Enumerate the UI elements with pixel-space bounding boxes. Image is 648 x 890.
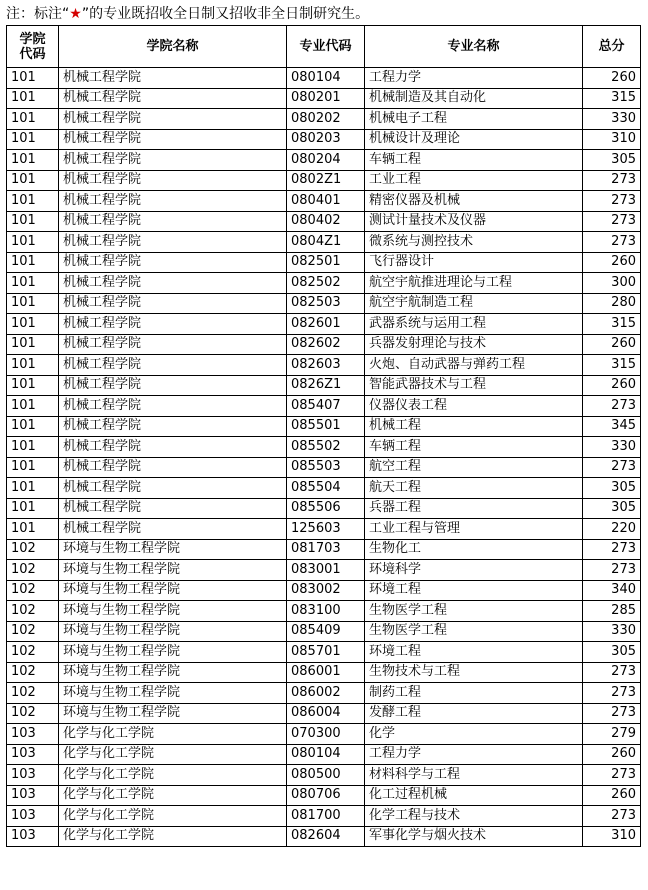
- cell-total-score: 273: [583, 191, 641, 212]
- table-row: [7, 724, 641, 745]
- cell-major-name: 兵器工程: [365, 498, 583, 519]
- cell-college-code: 103: [7, 826, 59, 847]
- cell-college-code: 102: [7, 642, 59, 663]
- cell-major-code: 080401: [287, 191, 365, 212]
- note-suffix: ”的专业既招收全日制又招收非全日制研究生。: [81, 6, 370, 22]
- cell-college-name: 环境与生物工程学院: [59, 703, 287, 724]
- cell-college-code: 101: [7, 109, 59, 130]
- cell-major-name: 精密仪器及机械: [365, 191, 583, 212]
- cell-major-code: 085506: [287, 498, 365, 519]
- cell-major-code: 080500: [287, 765, 365, 786]
- cell-college-code: 102: [7, 580, 59, 601]
- cell-major-code: 085409: [287, 621, 365, 642]
- cell-total-score: 260: [583, 744, 641, 765]
- cell-college-name: 机械工程学院: [59, 293, 287, 314]
- cell-college-name: 机械工程学院: [59, 314, 287, 335]
- cell-major-code: 082601: [287, 314, 365, 335]
- cell-college-code: 102: [7, 539, 59, 560]
- table-row: [7, 519, 641, 540]
- cell-major-name: 机械设计及理论: [365, 129, 583, 150]
- cell-major-name: 机械电子工程: [365, 109, 583, 130]
- cell-major-code: 080402: [287, 211, 365, 232]
- cell-total-score: 280: [583, 293, 641, 314]
- cell-college-code: 103: [7, 806, 59, 827]
- table-row: [7, 68, 641, 89]
- cell-college-name: 环境与生物工程学院: [59, 580, 287, 601]
- cell-college-code: 101: [7, 170, 59, 191]
- cell-college-name: 机械工程学院: [59, 129, 287, 150]
- table-row: [7, 744, 641, 765]
- cell-total-score: 305: [583, 478, 641, 499]
- cell-college-code: 101: [7, 457, 59, 478]
- cell-total-score: 305: [583, 642, 641, 663]
- table-row: [7, 806, 641, 827]
- cell-college-code: 101: [7, 519, 59, 540]
- table-row: [7, 703, 641, 724]
- cell-major-code: 0826Z1: [287, 375, 365, 396]
- cell-major-name: 制药工程: [365, 683, 583, 704]
- cell-college-code: 101: [7, 396, 59, 417]
- table-row: [7, 785, 641, 806]
- cell-college-name: 化学与化工学院: [59, 806, 287, 827]
- table-row: [7, 683, 641, 704]
- table-row: [7, 539, 641, 560]
- table-row: [7, 211, 641, 232]
- table-row: [7, 170, 641, 191]
- cell-college-code: 103: [7, 744, 59, 765]
- cell-major-code: 085501: [287, 416, 365, 437]
- table-row: [7, 88, 641, 109]
- cell-major-code: 085503: [287, 457, 365, 478]
- table-row: [7, 109, 641, 130]
- cell-major-name: 车辆工程: [365, 437, 583, 458]
- cell-major-name: 兵器发射理论与技术: [365, 334, 583, 355]
- cell-total-score: 340: [583, 580, 641, 601]
- cell-college-name: 机械工程学院: [59, 396, 287, 417]
- table-row: [7, 580, 641, 601]
- cell-total-score: 260: [583, 375, 641, 396]
- table-note: [6, 4, 369, 24]
- cell-college-name: 机械工程学院: [59, 457, 287, 478]
- cell-college-name: 机械工程学院: [59, 191, 287, 212]
- table-row: [7, 826, 641, 847]
- cell-college-name: 化学与化工学院: [59, 724, 287, 745]
- cell-college-name: 机械工程学院: [59, 355, 287, 376]
- cell-major-code: 082602: [287, 334, 365, 355]
- cell-total-score: 260: [583, 785, 641, 806]
- cell-college-name: 机械工程学院: [59, 334, 287, 355]
- cell-major-name: 飞行器设计: [365, 252, 583, 273]
- cell-college-code: 101: [7, 232, 59, 253]
- cell-college-name: 化学与化工学院: [59, 785, 287, 806]
- cell-total-score: 315: [583, 314, 641, 335]
- cell-college-code: 101: [7, 129, 59, 150]
- cell-college-code: 101: [7, 437, 59, 458]
- cell-college-name: 机械工程学院: [59, 437, 287, 458]
- cell-college-code: 101: [7, 355, 59, 376]
- header-college-name: 学院名称: [59, 26, 287, 68]
- cell-college-name: 化学与化工学院: [59, 744, 287, 765]
- cell-major-name: 航天工程: [365, 478, 583, 499]
- cell-major-name: 工程力学: [365, 744, 583, 765]
- cell-total-score: 273: [583, 560, 641, 581]
- cell-major-code: 083002: [287, 580, 365, 601]
- star-icon: ★: [69, 6, 82, 22]
- cell-total-score: 315: [583, 88, 641, 109]
- cell-total-score: 260: [583, 334, 641, 355]
- cell-total-score: 345: [583, 416, 641, 437]
- cell-college-name: 环境与生物工程学院: [59, 662, 287, 683]
- cell-college-name: 机械工程学院: [59, 150, 287, 171]
- cell-total-score: 330: [583, 109, 641, 130]
- cell-college-code: 101: [7, 478, 59, 499]
- cell-major-code: 080204: [287, 150, 365, 171]
- note-prefix: 注：标注“: [6, 6, 70, 22]
- cell-major-code: 083100: [287, 601, 365, 622]
- cell-major-name: 生物医学工程: [365, 601, 583, 622]
- table-row: [7, 252, 641, 273]
- cell-college-name: 机械工程学院: [59, 68, 287, 89]
- table-row: [7, 601, 641, 622]
- cell-college-name: 机械工程学院: [59, 109, 287, 130]
- cell-total-score: 330: [583, 437, 641, 458]
- cell-total-score: 330: [583, 621, 641, 642]
- table-row: [7, 232, 641, 253]
- cell-total-score: 300: [583, 273, 641, 294]
- table-row: [7, 129, 641, 150]
- table-row: [7, 293, 641, 314]
- cell-major-code: 081700: [287, 806, 365, 827]
- cell-major-name: 化学: [365, 724, 583, 745]
- header-major-name: 专业名称: [365, 26, 583, 68]
- cell-major-name: 生物技术与工程: [365, 662, 583, 683]
- cell-major-name: 环境工程: [365, 580, 583, 601]
- cell-major-code: 080104: [287, 68, 365, 89]
- cell-major-name: 航空宇航推进理论与工程: [365, 273, 583, 294]
- cell-major-code: 085502: [287, 437, 365, 458]
- cell-major-code: 082501: [287, 252, 365, 273]
- table-body: [7, 68, 641, 847]
- cell-major-code: 0802Z1: [287, 170, 365, 191]
- cell-college-name: 机械工程学院: [59, 232, 287, 253]
- cell-major-code: 080202: [287, 109, 365, 130]
- cell-college-name: 环境与生物工程学院: [59, 601, 287, 622]
- table-row: [7, 375, 641, 396]
- header-row: [7, 26, 641, 68]
- cell-college-name: 环境与生物工程学院: [59, 539, 287, 560]
- cell-college-name: 机械工程学院: [59, 519, 287, 540]
- cell-major-code: 082604: [287, 826, 365, 847]
- cell-total-score: 273: [583, 211, 641, 232]
- cell-major-name: 航空工程: [365, 457, 583, 478]
- cell-major-name: 武器系统与运用工程: [365, 314, 583, 335]
- cell-major-name: 仪器仪表工程: [365, 396, 583, 417]
- cell-major-code: 085701: [287, 642, 365, 663]
- cell-college-name: 化学与化工学院: [59, 765, 287, 786]
- cell-major-name: 生物医学工程: [365, 621, 583, 642]
- cell-college-name: 化学与化工学院: [59, 826, 287, 847]
- cell-major-code: 070300: [287, 724, 365, 745]
- cell-major-code: 086001: [287, 662, 365, 683]
- cell-major-name: 发酵工程: [365, 703, 583, 724]
- cell-college-name: 机械工程学院: [59, 211, 287, 232]
- cell-major-code: 081703: [287, 539, 365, 560]
- cell-college-name: 机械工程学院: [59, 375, 287, 396]
- cell-college-code: 102: [7, 662, 59, 683]
- table-row: [7, 765, 641, 786]
- table-row: [7, 273, 641, 294]
- cell-college-code: 103: [7, 785, 59, 806]
- cell-college-name: 机械工程学院: [59, 478, 287, 499]
- cell-major-name: 测试计量技术及仪器: [365, 211, 583, 232]
- table-row: [7, 498, 641, 519]
- cell-major-code: 082502: [287, 273, 365, 294]
- cell-major-code: 080706: [287, 785, 365, 806]
- cell-major-name: 工业工程与管理: [365, 519, 583, 540]
- table-row: [7, 457, 641, 478]
- table-row: [7, 191, 641, 212]
- cell-major-name: 环境科学: [365, 560, 583, 581]
- cell-total-score: 315: [583, 355, 641, 376]
- cell-major-code: 082603: [287, 355, 365, 376]
- cell-major-name: 航空宇航制造工程: [365, 293, 583, 314]
- table-row: [7, 416, 641, 437]
- cell-college-name: 机械工程学院: [59, 273, 287, 294]
- cell-total-score: 273: [583, 396, 641, 417]
- table-row: [7, 662, 641, 683]
- cell-college-code: 102: [7, 560, 59, 581]
- table-row: [7, 437, 641, 458]
- cell-major-name: 材料科学与工程: [365, 765, 583, 786]
- cell-college-code: 101: [7, 416, 59, 437]
- cell-major-code: 0804Z1: [287, 232, 365, 253]
- cell-major-name: 军事化学与烟火技术: [365, 826, 583, 847]
- header-college-code: 学院 代码: [7, 26, 59, 68]
- header-total-score: 总分: [583, 26, 641, 68]
- cell-college-code: 101: [7, 252, 59, 273]
- cell-college-code: 103: [7, 765, 59, 786]
- cell-college-code: 101: [7, 191, 59, 212]
- cell-major-name: 智能武器技术与工程: [365, 375, 583, 396]
- cell-college-name: 机械工程学院: [59, 170, 287, 191]
- cell-college-name: 环境与生物工程学院: [59, 683, 287, 704]
- cell-college-code: 103: [7, 724, 59, 745]
- cell-major-name: 生物化工: [365, 539, 583, 560]
- cell-college-code: 101: [7, 88, 59, 109]
- cell-total-score: 273: [583, 683, 641, 704]
- cell-college-name: 机械工程学院: [59, 88, 287, 109]
- cell-major-code: 080203: [287, 129, 365, 150]
- cell-college-code: 101: [7, 314, 59, 335]
- cell-college-code: 102: [7, 601, 59, 622]
- cell-total-score: 305: [583, 498, 641, 519]
- admission-score-table: [6, 25, 641, 847]
- cell-major-code: 086002: [287, 683, 365, 704]
- cell-total-score: 273: [583, 806, 641, 827]
- cell-college-code: 101: [7, 211, 59, 232]
- cell-major-code: 086004: [287, 703, 365, 724]
- cell-college-name: 环境与生物工程学院: [59, 560, 287, 581]
- cell-major-name: 化工过程机械: [365, 785, 583, 806]
- cell-total-score: 273: [583, 539, 641, 560]
- cell-total-score: 273: [583, 232, 641, 253]
- cell-total-score: 310: [583, 826, 641, 847]
- cell-college-name: 机械工程学院: [59, 416, 287, 437]
- cell-college-code: 102: [7, 683, 59, 704]
- cell-college-code: 101: [7, 334, 59, 355]
- cell-college-code: 101: [7, 498, 59, 519]
- cell-major-code: 082503: [287, 293, 365, 314]
- cell-college-code: 102: [7, 621, 59, 642]
- cell-total-score: 260: [583, 252, 641, 273]
- cell-college-code: 101: [7, 68, 59, 89]
- cell-major-name: 化学工程与技术: [365, 806, 583, 827]
- cell-total-score: 310: [583, 129, 641, 150]
- table-row: [7, 355, 641, 376]
- cell-major-name: 机械制造及其自动化: [365, 88, 583, 109]
- cell-college-name: 环境与生物工程学院: [59, 621, 287, 642]
- cell-major-code: 080104: [287, 744, 365, 765]
- cell-total-score: 220: [583, 519, 641, 540]
- cell-total-score: 273: [583, 170, 641, 191]
- cell-college-code: 101: [7, 293, 59, 314]
- cell-major-name: 微系统与测控技术: [365, 232, 583, 253]
- cell-college-code: 101: [7, 375, 59, 396]
- cell-total-score: 305: [583, 150, 641, 171]
- cell-major-code: 085407: [287, 396, 365, 417]
- cell-total-score: 273: [583, 662, 641, 683]
- table-row: [7, 334, 641, 355]
- cell-major-code: 080201: [287, 88, 365, 109]
- cell-total-score: 285: [583, 601, 641, 622]
- cell-major-name: 环境工程: [365, 642, 583, 663]
- table-row: [7, 314, 641, 335]
- table-row: [7, 396, 641, 417]
- cell-major-code: 083001: [287, 560, 365, 581]
- cell-college-name: 环境与生物工程学院: [59, 642, 287, 663]
- cell-total-score: 279: [583, 724, 641, 745]
- cell-college-name: 机械工程学院: [59, 252, 287, 273]
- cell-major-name: 机械工程: [365, 416, 583, 437]
- cell-total-score: 273: [583, 703, 641, 724]
- cell-major-name: 工程力学: [365, 68, 583, 89]
- cell-major-name: 车辆工程: [365, 150, 583, 171]
- table-row: [7, 621, 641, 642]
- cell-college-code: 101: [7, 273, 59, 294]
- table-row: [7, 560, 641, 581]
- cell-college-code: 101: [7, 150, 59, 171]
- cell-major-name: 工业工程: [365, 170, 583, 191]
- cell-major-name: 火炮、自动武器与弹药工程: [365, 355, 583, 376]
- header-major-code: 专业代码: [287, 26, 365, 68]
- table-row: [7, 150, 641, 171]
- table-row: [7, 642, 641, 663]
- cell-total-score: 273: [583, 765, 641, 786]
- cell-total-score: 273: [583, 457, 641, 478]
- cell-major-code: 125603: [287, 519, 365, 540]
- table-row: [7, 478, 641, 499]
- cell-total-score: 260: [583, 68, 641, 89]
- cell-college-code: 102: [7, 703, 59, 724]
- cell-major-code: 085504: [287, 478, 365, 499]
- cell-college-name: 机械工程学院: [59, 498, 287, 519]
